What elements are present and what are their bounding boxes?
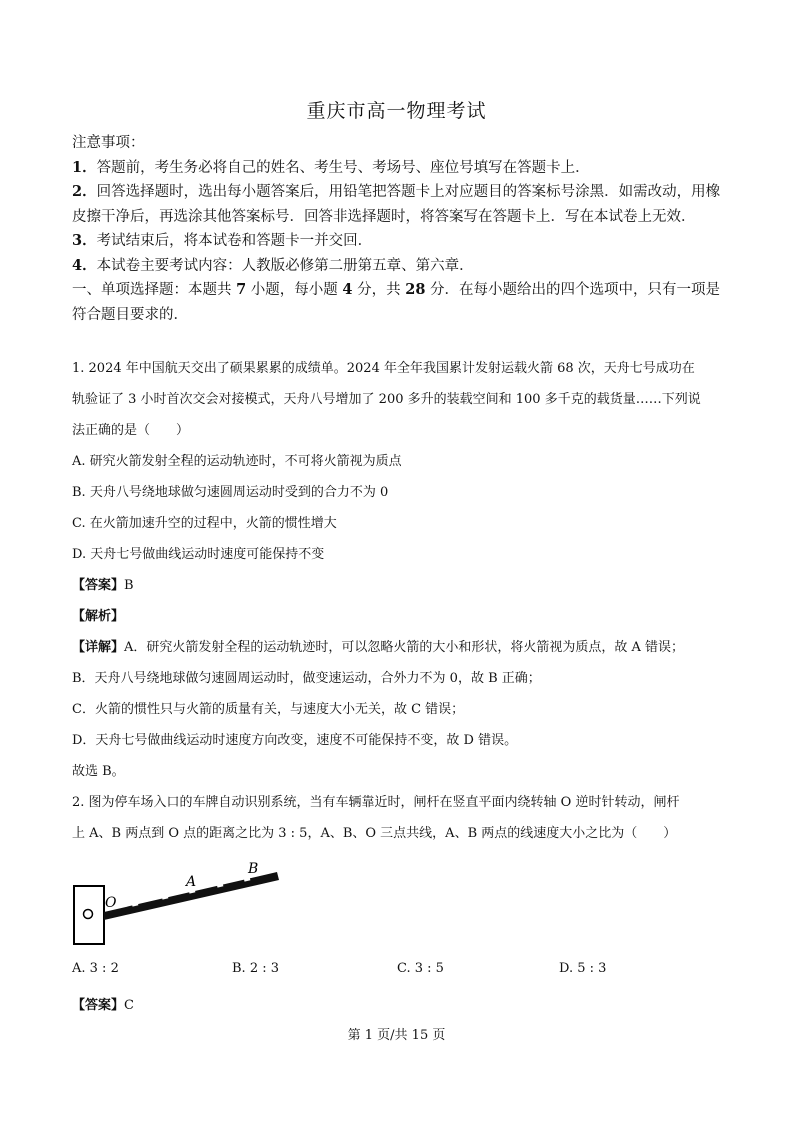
option-b: B. 2 : 3 [232, 961, 280, 976]
question-stem: 上 A、B 两点到 O 点的距离之比为 3 : 5，A、B、O 三点共线，A、B 两点的线速度大小之比为（ ） [72, 826, 677, 841]
barrier-gate-figure [72, 860, 292, 952]
detail-line: D．天舟七号做曲线运动时速度方向改变，速度不可能保持不变，故 D 错误。 [72, 733, 518, 748]
option-c: C. 3 : 5 [397, 961, 444, 976]
notices-block [72, 131, 724, 327]
label-a: A [186, 874, 197, 890]
detail-line: 【详解】A．研究火箭发射全程的运动轨迹时，可以忽略火箭的大小和形状，将火箭视为质点，故 A 错误； [72, 640, 685, 655]
notice-heading: 注意事项： [72, 135, 145, 151]
notice-item: 1．答题前，考生务必将自己的姓名、考生号、考场号、座位号填写在答题卡上． [72, 158, 590, 176]
answer-line: 【答案】C [72, 998, 134, 1013]
page-footer: 第 1 页/共 15 页 [347, 1028, 446, 1043]
detail-line: C．火箭的惯性只与火箭的质量有关，与速度大小无关，故 C 错误； [72, 702, 465, 717]
question-stem: 2. 图为停车场入口的车牌自动识别系统，当有车辆靠近时，闸杆在竖直平面内绕转轴 O 逆时针转动，闸杆 [72, 795, 680, 810]
question-stem: 1. 2024 年中国航天交出了硕果累累的成绩单。2024 年全年我国累计发射运载火箭 68 次，天舟七号成功在 [72, 361, 695, 376]
detail-line: 故选 B。 [72, 764, 125, 779]
notice-item: 2．回答选择题时，选出每小题答案后，用铅笔把答题卡上对应题目的答案标号涂黑．如需改动，用橡皮擦干净后，再选涂其他答案标号．回答非选择题时，将答案写在答题卡上．写在本试卷上无效． [72, 183, 721, 225]
label-b: B [248, 861, 259, 877]
question-stem: 法正确的是（ ） [72, 423, 190, 438]
label-o: O [105, 895, 117, 911]
notice-item: 4．本试卷主要考试内容：人教版必修第二册第五章、第六章． [72, 256, 474, 274]
q2-options [72, 961, 724, 985]
detail-line: B．天舟八号绕地球做匀速圆周运动时，做变速运动，合外力不为 0，故 B 正确； [72, 671, 541, 686]
option-b: B. 天舟八号绕地球做匀速圆周运动时受到的合力不为 0 [72, 485, 389, 500]
answer-line: 【答案】B [72, 578, 134, 593]
question-stem: 轨验证了 3 小时首次交会对接模式，天舟八号增加了 200 多升的装载空间和 100 多千克的载货量……下列说 [72, 392, 701, 407]
notice-item: 3．考试结束后，将本试卷和答题卡一并交回． [72, 232, 373, 249]
option-a: A. 研究火箭发射全程的运动轨迹时，不可将火箭视为质点 [72, 454, 402, 469]
section-header: 一、单项选择题：本题共 7 小题，每小题 4 分，共 28 分．在每小题给出的四个选项中，只有一项是符合题目要求的． [72, 281, 721, 323]
option-c: C. 在火箭加速升空的过程中，火箭的惯性增大 [72, 516, 337, 531]
pivot-circle [84, 910, 93, 919]
option-a: A. 3 : 2 [72, 961, 119, 976]
analysis-label: 【解析】 [72, 609, 125, 624]
option-d: D. 天舟七号做曲线运动时速度可能保持不变 [72, 547, 325, 562]
page-title: 重庆市高一物理考试 [306, 100, 487, 122]
option-d: D. 5 : 3 [559, 961, 607, 976]
question-1 [72, 353, 724, 849]
